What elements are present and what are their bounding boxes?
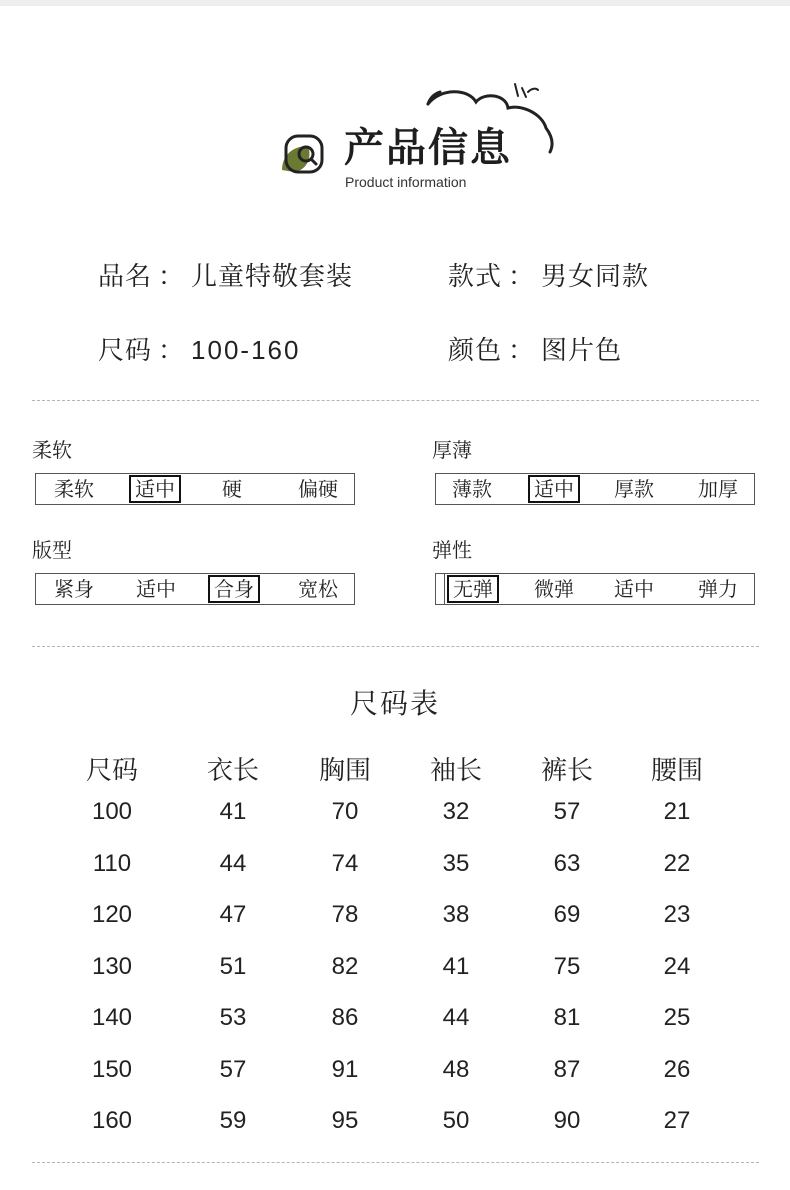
attr-option: 加厚 (698, 477, 738, 501)
divider (32, 646, 759, 647)
table-cell: 87 (553, 1055, 581, 1083)
table-cell: 48 (442, 1055, 470, 1083)
table-cell: 24 (663, 952, 691, 980)
table-cell: 44 (219, 849, 247, 877)
product-style-value: 男女同款 (541, 262, 650, 292)
table-cell: 53 (219, 1004, 247, 1031)
table-header-cell: 腰围 (650, 756, 703, 786)
attr-elasticity-label: 弹性 (432, 538, 472, 562)
table-cell: 90 (553, 1107, 581, 1134)
attr-option: 薄款 (452, 477, 492, 501)
attr-option: 微弹 (534, 577, 574, 601)
product-size-label: 尺码 (98, 336, 153, 366)
table-cell: 82 (331, 952, 359, 980)
attr-softness-label: 柔软 (32, 438, 72, 462)
attr-option: 柔软 (54, 477, 94, 501)
top-strip (0, 0, 790, 6)
product-name-label: 品名 (98, 262, 153, 292)
table-cell: 44 (442, 1004, 470, 1031)
attr-option: 厚款 (614, 477, 654, 501)
table-cell: 57 (219, 1055, 247, 1083)
table-cell: 91 (331, 1055, 359, 1083)
attr-option-selected: 适中 (528, 475, 580, 503)
separator: ： (158, 336, 186, 366)
product-color-label: 颜色 (448, 336, 503, 366)
table-cell: 26 (663, 1055, 691, 1083)
size-table-title: 尺码表 (349, 687, 440, 720)
attr-option: 适中 (136, 577, 176, 601)
product-style-label: 款式 (448, 262, 503, 292)
separator: ： (508, 262, 536, 292)
attr-thickness-label: 厚薄 (432, 438, 472, 462)
product-color-value: 图片色 (541, 336, 623, 366)
table-cell: 51 (219, 952, 247, 980)
table-cell: 21 (663, 798, 691, 825)
separator: ： (508, 336, 536, 366)
table-cell: 59 (219, 1107, 247, 1134)
product-name-row (98, 256, 353, 293)
product-size-value: 100-160 (191, 335, 301, 365)
page-title: 产品信息 (344, 125, 512, 171)
attr-elasticity-scale (435, 573, 755, 605)
product-color-row (448, 330, 622, 367)
table-header-cell: 尺码 (85, 756, 138, 786)
attr-option: 紧身 (54, 577, 94, 601)
table-cell: 95 (331, 1107, 359, 1134)
divider (32, 1162, 759, 1163)
table-cell: 23 (663, 901, 691, 928)
table-cell: 38 (442, 901, 470, 928)
attr-option-selected: 无弹 (447, 575, 499, 603)
table-cell: 140 (91, 1004, 133, 1031)
attr-option-selected: 适中 (129, 475, 181, 503)
attr-thickness-scale (435, 473, 755, 505)
table-header-cell: 胸围 (318, 756, 371, 786)
attr-softness-scale (35, 473, 355, 505)
product-name-value: 儿童特敬套装 (191, 262, 354, 292)
table-cell: 75 (553, 952, 581, 980)
table-cell: 69 (553, 901, 581, 928)
table-header-cell: 袖长 (429, 756, 482, 786)
table-cell: 70 (331, 798, 359, 825)
table-cell: 35 (442, 849, 470, 877)
table-cell: 130 (91, 952, 133, 980)
table-cell: 120 (91, 901, 133, 928)
attr-option: 弹力 (698, 577, 738, 601)
page-subtitle: Product information (345, 174, 467, 190)
table-cell: 63 (553, 849, 581, 877)
table-cell: 110 (92, 849, 132, 877)
leaf-search-icon (278, 134, 328, 176)
table-cell: 47 (219, 901, 247, 928)
attr-option: 适中 (614, 577, 654, 601)
attr-option: 宽松 (298, 577, 338, 601)
table-cell: 22 (663, 849, 691, 877)
attr-fit-label: 版型 (32, 538, 72, 562)
table-cell: 27 (663, 1107, 691, 1134)
product-style-row (448, 256, 649, 293)
table-cell: 25 (663, 1004, 691, 1031)
attr-option: 偏硬 (298, 477, 338, 501)
table-cell: 74 (331, 849, 359, 877)
table-cell: 57 (553, 798, 581, 825)
divider (32, 400, 759, 401)
table-header-cell: 裤长 (540, 756, 593, 786)
table-cell: 81 (553, 1004, 581, 1031)
table-cell: 41 (219, 798, 247, 825)
table-header-cell: 衣长 (206, 756, 259, 786)
table-cell: 41 (442, 952, 470, 980)
attr-fit-scale (35, 573, 355, 605)
table-cell: 160 (91, 1107, 133, 1134)
separator: ： (158, 262, 186, 292)
table-cell: 86 (331, 1004, 359, 1031)
table-cell: 150 (91, 1055, 133, 1083)
table-cell: 78 (331, 901, 359, 928)
scale-tick (444, 574, 445, 604)
product-size-row (98, 330, 300, 367)
table-cell: 100 (91, 798, 133, 825)
table-cell: 32 (442, 798, 470, 825)
attr-option: 硬 (222, 477, 242, 501)
table-cell: 50 (442, 1107, 470, 1134)
attr-option-selected: 合身 (208, 575, 260, 603)
